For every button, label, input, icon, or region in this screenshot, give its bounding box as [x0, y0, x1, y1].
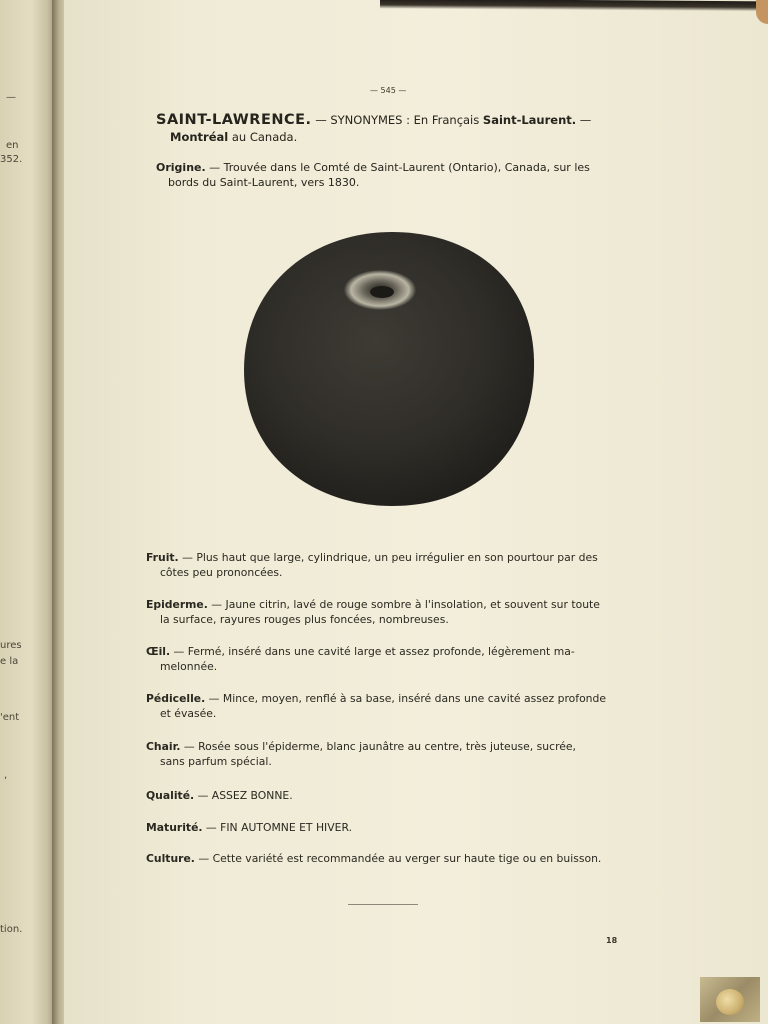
description-qualite	[146, 788, 626, 803]
fruit-line2: côtes peu prononcées.	[160, 566, 283, 579]
epiderme-label: Epiderme.	[146, 598, 208, 611]
description-fruit	[146, 550, 626, 580]
pedicelle-line2: et évasée.	[160, 707, 217, 720]
page-number: — 545 —	[370, 86, 407, 95]
culture-value: — Cette variété est recommandée au verger sur haute tige ou en buisson.	[194, 852, 602, 865]
left-fragment: en	[6, 140, 19, 151]
origin-line1: — Trouvée dans le Comté de Saint-Laurent (Ontario), Canada, sur les	[205, 161, 590, 174]
left-fragment: ures	[0, 640, 22, 651]
signature-mark: 18	[606, 936, 618, 945]
left-fragment: ,	[4, 770, 8, 781]
left-fragment: —	[6, 92, 16, 103]
synonym-rest: au Canada.	[228, 130, 298, 144]
description-pedicelle	[146, 691, 626, 721]
thumbnail-icon	[700, 977, 760, 1022]
left-fragment: 'ent	[0, 712, 20, 723]
culture-label: Culture.	[146, 852, 195, 865]
pedicelle-label: Pédicelle.	[146, 692, 206, 705]
oeil-line2: melonnée.	[160, 660, 218, 673]
variety-title: SAINT-LAWRENCE.	[156, 112, 312, 128]
maturite-value: — FIN AUTOMNE ET HIVER.	[202, 821, 353, 834]
epiderme-line1: — Jaune citrin, lavé de rouge sombre à l'insolation, et souvent sur toute	[207, 598, 600, 611]
oeil-label: Œil.	[146, 645, 171, 658]
origin-label: Origine.	[156, 161, 206, 174]
end-rule	[348, 904, 418, 905]
fruit-line1: — Plus haut que large, cylindrique, un peu irrégulier en son pourtour par des	[178, 551, 598, 564]
description-chair	[146, 739, 626, 769]
synonym-city: Montréal	[170, 130, 229, 144]
synonyms-label: — SYNONYMES : En Français	[311, 113, 483, 127]
epiderme-line2: la surface, rayures rouges plus foncées, nombreuses.	[160, 613, 449, 626]
left-fragment: tion.	[0, 924, 23, 935]
fruit-label: Fruit.	[146, 551, 179, 564]
chair-label: Chair.	[146, 740, 181, 753]
qualite-value: — ASSEZ BONNE.	[194, 789, 293, 802]
heading-dash: —	[576, 113, 592, 127]
chair-line1: — Rosée sous l'épiderme, blanc jaunâtre au centre, très juteuse, sucrée,	[180, 740, 576, 753]
oeil-line1: — Fermé, inséré dans une cavité large et assez profonde, légèrement ma-	[170, 645, 575, 658]
book-page	[64, 0, 768, 1024]
description-epiderme	[146, 597, 626, 627]
chair-line2: sans parfum spécial.	[160, 755, 272, 768]
left-fragment: e la	[0, 656, 19, 667]
origin-paragraph	[156, 160, 628, 190]
previous-page-edge	[0, 0, 56, 1024]
left-fragment: 352.	[0, 154, 23, 165]
variety-heading	[156, 112, 636, 146]
maturite-label: Maturité.	[146, 821, 203, 834]
description-oeil	[146, 644, 626, 674]
thumbnail-fruit	[716, 989, 744, 1015]
origin-line2: bords du Saint-Laurent, vers 1830.	[168, 176, 360, 189]
description-culture	[146, 851, 626, 866]
qualite-label: Qualité.	[146, 789, 195, 802]
pedicelle-line1: — Mince, moyen, renflé à sa base, inséré dans une cavité assez profonde	[205, 692, 607, 705]
synonym-french: Saint-Laurent.	[482, 113, 577, 127]
apple-photo-icon	[242, 230, 536, 508]
description-maturite	[146, 820, 626, 835]
